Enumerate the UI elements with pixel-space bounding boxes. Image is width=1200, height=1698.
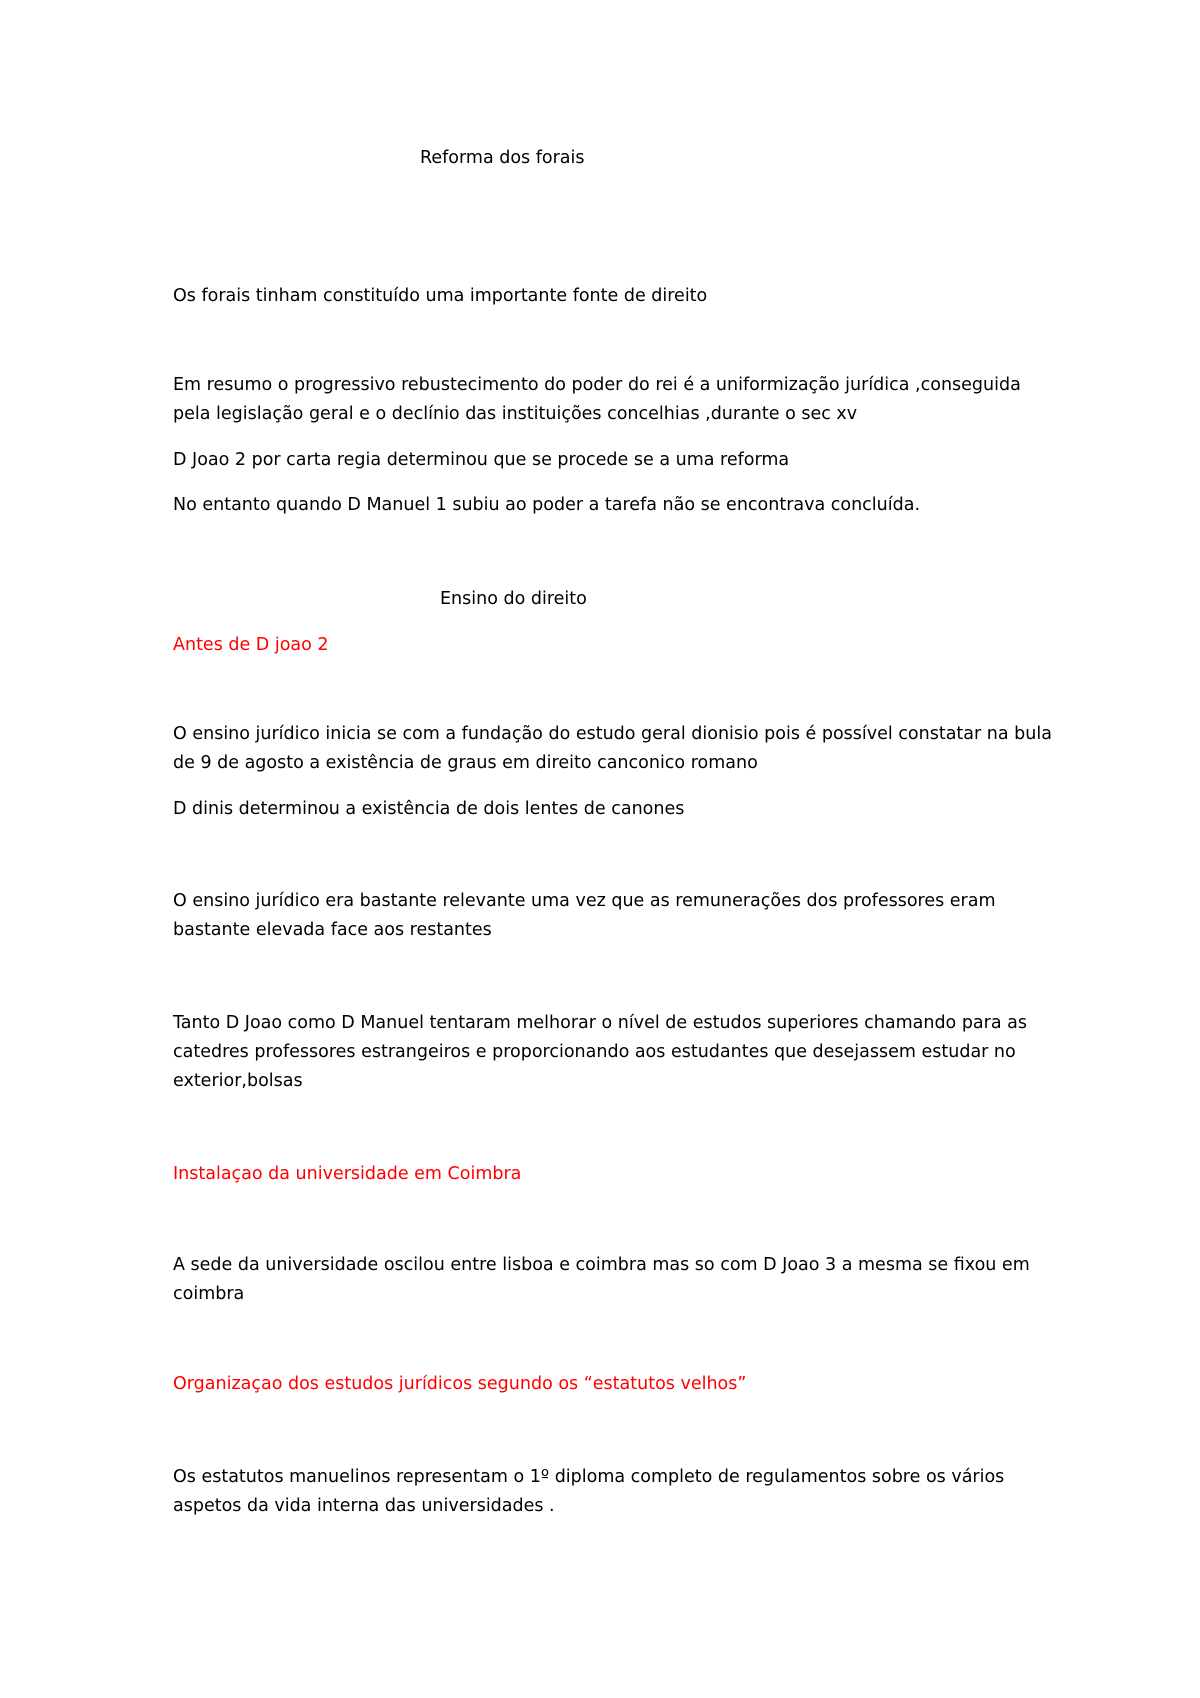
paragraph: D dinis determinou a existência de dois lentes de canones [173, 799, 685, 819]
paragraph: No entanto quando D Manuel 1 subiu ao poder a tarefa não se encontrava concluída. [173, 495, 921, 515]
paragraph: Em resumo o progressivo rebustecimento do poder do rei é a uniformização jurídica ,conseguida pela legislação geral e o declínio das instituições concelhias ,durante o sec xv [173, 375, 1021, 424]
paragraph: Os forais tinham constituído uma importante fonte de direito [173, 286, 708, 306]
document-title: Reforma dos forais [420, 148, 585, 168]
red-heading: Instalaçao da universidade em Coimbra [173, 1164, 522, 1184]
paragraph: O ensino jurídico inicia se com a fundação do estudo geral dionisio pois é possível constatar na bula de 9 de agosto a existência de graus em direito canconico romano [173, 724, 1052, 773]
section-title: Ensino do direito [440, 589, 587, 609]
paragraph: Os estatutos manuelinos representam o 1º diploma completo de regulamentos sobre os vários aspetos da vida interna das universidades . [173, 1467, 1005, 1516]
paragraph: Tanto D Joao como D Manuel tentaram melhorar o nível de estudos superiores chamando para as catedres professores estrangeiros e proporcionando aos estudantes que desejassem estudar no exterior,bolsas [173, 1013, 1027, 1091]
paragraph: D Joao 2 por carta regia determinou que se procede se a uma reforma [173, 450, 790, 470]
red-heading: Organizaçao dos estudos jurídicos segundo os “estatutos velhos” [173, 1374, 747, 1394]
paragraph: O ensino jurídico era bastante relevante uma vez que as remunerações dos professores eram bastante elevada face aos restantes [173, 891, 996, 940]
paragraph: A sede da universidade oscilou entre lisboa e coimbra mas so com D Joao 3 a mesma se fixou em coimbra [173, 1255, 1030, 1304]
red-heading: Antes de D joao 2 [173, 635, 329, 655]
